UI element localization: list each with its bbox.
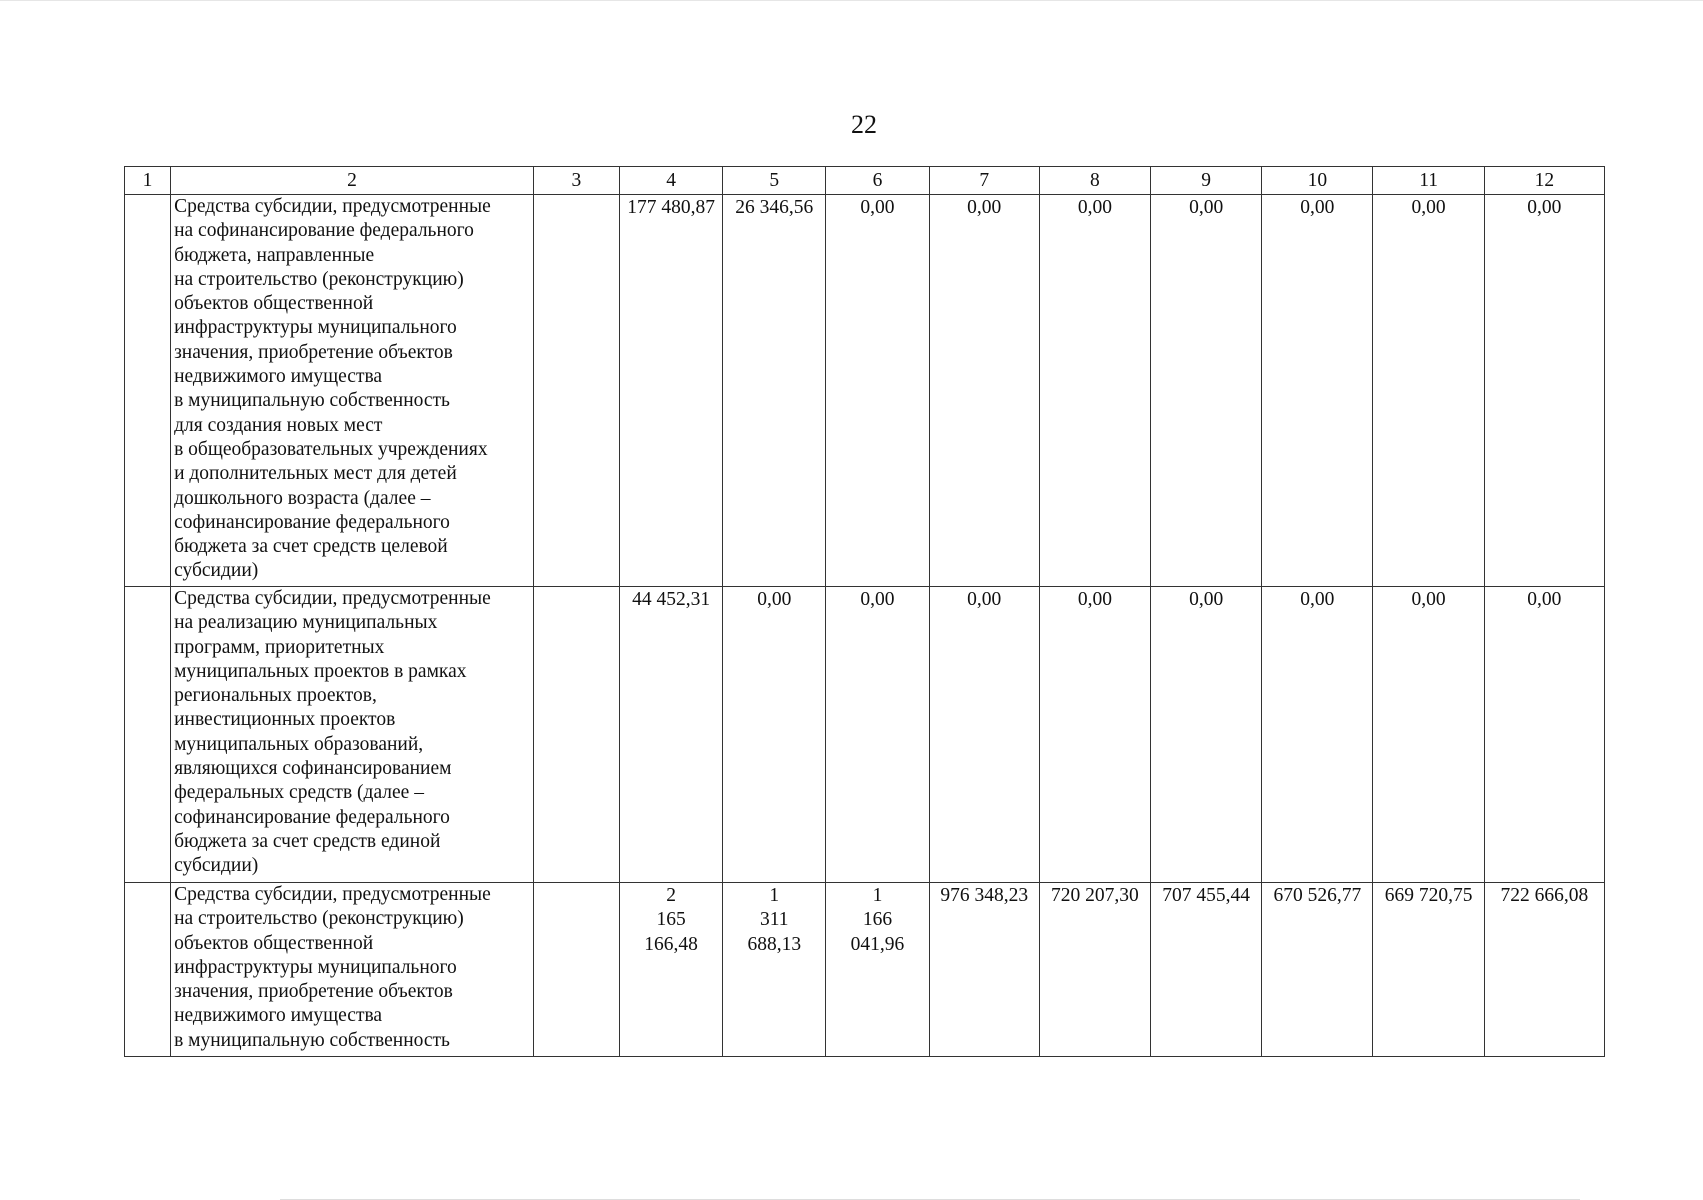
value-cell: 0,00 — [1373, 195, 1484, 587]
column-number-header: 8 — [1039, 167, 1150, 195]
row-number-cell — [125, 883, 171, 1057]
value-cell — [826, 883, 929, 1057]
value-text: 2 165 166,48 — [644, 885, 698, 955]
value-cell: 0,00 — [1151, 587, 1262, 883]
value-cell: 720 207,30 — [1039, 883, 1150, 1057]
value-cell: 707 455,44 — [1151, 883, 1262, 1057]
value-cell: 722 666,08 — [1484, 883, 1604, 1057]
column-number-header: 9 — [1151, 167, 1262, 195]
row-number-cell — [125, 587, 171, 883]
empty-cell — [533, 195, 619, 587]
column-number-header: 12 — [1484, 167, 1604, 195]
value-text: 1 166 041,96 — [850, 885, 905, 955]
row-description: Средства субсидии, предусмотренные на софинансирование федерального бюджета, направленные на строительство (реконструкцию) объектов общественной инфраструктуры муниципального значения, приобретение объектов недвижимого имущества в муниципальную собственность для создания новых мест в общеобразовательных учреждениях и дополнительных мест для детей дошкольного возраста (далее – софинансирование федерального бюджета за счет средств целевой субсидии) — [171, 195, 534, 587]
row-number-cell — [125, 195, 171, 587]
value-cell: 0,00 — [826, 587, 929, 883]
scan-edge-top — [0, 0, 1703, 1]
page-number: 22 — [851, 110, 877, 139]
value-cell — [619, 883, 722, 1057]
value-cell: 0,00 — [1262, 195, 1373, 587]
value-cell: 670 526,77 — [1262, 883, 1373, 1057]
column-number-header: 4 — [619, 167, 722, 195]
value-cell: 0,00 — [1039, 587, 1150, 883]
value-cell — [723, 883, 826, 1057]
value-cell: 0,00 — [1262, 587, 1373, 883]
table-row — [125, 883, 1605, 1057]
table-header-row — [125, 167, 1605, 195]
value-cell: 976 348,23 — [929, 883, 1039, 1057]
column-number-header: 1 — [125, 167, 171, 195]
value-text: 1 311 688,13 — [747, 885, 802, 955]
value-cell: 0,00 — [1484, 587, 1604, 883]
value-cell: 0,00 — [723, 587, 826, 883]
column-number-header: 10 — [1262, 167, 1373, 195]
value-cell: 0,00 — [1373, 587, 1484, 883]
column-number-header: 6 — [826, 167, 929, 195]
row-description: Средства субсидии, предусмотренные на строительство (реконструкцию) объектов общественной инфраструктуры муниципального значения, приобретение объектов недвижимого имущества в муниципальную собственность — [171, 883, 534, 1057]
value-cell: 0,00 — [1151, 195, 1262, 587]
empty-cell — [533, 883, 619, 1057]
value-cell: 177 480,87 — [619, 195, 722, 587]
value-cell: 0,00 — [1484, 195, 1604, 587]
value-cell: 0,00 — [929, 587, 1039, 883]
value-cell: 0,00 — [929, 195, 1039, 587]
table-row — [125, 195, 1605, 587]
column-number-header: 2 — [171, 167, 534, 195]
column-number-header: 7 — [929, 167, 1039, 195]
column-number-header: 3 — [533, 167, 619, 195]
budget-table — [124, 166, 1605, 1057]
column-number-header: 5 — [723, 167, 826, 195]
value-cell: 44 452,31 — [619, 587, 722, 883]
empty-cell — [533, 587, 619, 883]
value-cell: 26 346,56 — [723, 195, 826, 587]
value-cell: 0,00 — [1039, 195, 1150, 587]
row-description: Средства субсидии, предусмотренные на реализацию муниципальных программ, приоритетных муниципальных проектов в рамках региональных проектов, инвестиционных проектов муниципальных образований, являющихся софинансированием федеральных средств (далее – софинансирование федерального бюджета за счет средств единой субсидии) — [171, 587, 534, 883]
value-cell: 0,00 — [826, 195, 929, 587]
table-row — [125, 587, 1605, 883]
column-number-header: 11 — [1373, 167, 1484, 195]
value-cell: 669 720,75 — [1373, 883, 1484, 1057]
